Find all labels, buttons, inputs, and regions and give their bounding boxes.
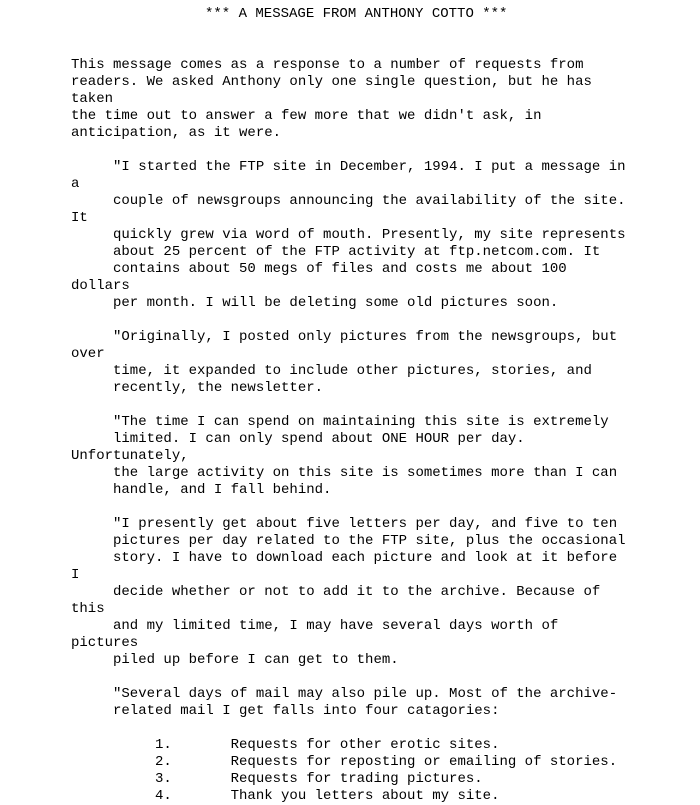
list-item: 4. Thank you letters about my site. — [71, 788, 500, 804]
text-line: This message comes as a response to a number of requests from — [71, 57, 584, 73]
text-line: about 25 percent of the FTP activity at ftp.netcom.com. It — [71, 244, 601, 260]
text-line: I — [71, 567, 80, 583]
text-line: pictures — [71, 635, 139, 651]
text-line: couple of newsgroups announcing the availability of the site. — [71, 193, 626, 209]
text-line: It — [71, 210, 88, 226]
text-line: "Originally, I posted only pictures from the newsgroups, but — [71, 329, 618, 345]
text-line: limited. I can only spend about ONE HOUR per day. — [71, 431, 525, 447]
text-line: story. I have to download each picture and look at it before — [71, 550, 618, 566]
list-item: 3. Requests for trading pictures. — [71, 771, 483, 787]
text-line: a — [71, 176, 80, 192]
text-line: and my limited time, I may have several days worth of — [71, 618, 559, 634]
text-line: recently, the newsletter. — [71, 380, 324, 396]
text-line: readers. We asked Anthony only one single question, but he has — [71, 74, 592, 90]
text-line: handle, and I fall behind. — [71, 482, 332, 498]
text-line — [71, 720, 626, 737]
text-line: dollars — [71, 278, 130, 294]
text-line: time, it expanded to include other pictures, stories, and — [71, 363, 592, 379]
document-title: *** A MESSAGE FROM ANTHONY COTTO *** — [205, 6, 508, 22]
text-line: per month. I will be deleting some old pictures soon. — [71, 295, 559, 311]
text-line — [71, 669, 626, 686]
text-line: decide whether or not to add it to the archive. Because of — [71, 584, 601, 600]
text-line: "The time I can spend on maintaining this site is extremely — [71, 414, 609, 430]
text-line: "Several days of mail may also pile up. Most of the archive- — [71, 686, 618, 702]
text-line: the time out to answer a few more that we didn't ask, in — [71, 108, 542, 124]
text-line: taken — [71, 91, 114, 107]
text-line: over — [71, 346, 105, 362]
text-line: pictures per day related to the FTP site, plus the occasional — [71, 533, 626, 549]
text-line: Unfortunately, — [71, 448, 189, 464]
text-line — [71, 23, 626, 40]
text-line: "I presently get about five letters per day, and five to ten — [71, 516, 618, 532]
text-line: piled up before I can get to them. — [71, 652, 399, 668]
text-line — [71, 397, 626, 414]
text-line — [71, 312, 626, 329]
text-line: "I started the FTP site in December, 1994. I put a message in — [71, 159, 626, 175]
list-item: 1. Requests for other erotic sites. — [71, 737, 500, 753]
list-item: 2. Requests for reposting or emailing of stories. — [71, 754, 618, 770]
text-line: related mail I get falls into four catagories: — [71, 703, 500, 719]
text-line: this — [71, 601, 105, 617]
document-body — [71, 6, 626, 805]
text-line: the large activity on this site is sometimes more than I can — [71, 465, 618, 481]
text-line: anticipation, as it were. — [71, 125, 282, 141]
text-line — [71, 40, 626, 57]
text-line — [71, 499, 626, 516]
text-line — [71, 142, 626, 159]
text-line: quickly grew via word of mouth. Presently, my site represents — [71, 227, 626, 243]
text-line: contains about 50 megs of files and costs me about 100 — [71, 261, 567, 277]
